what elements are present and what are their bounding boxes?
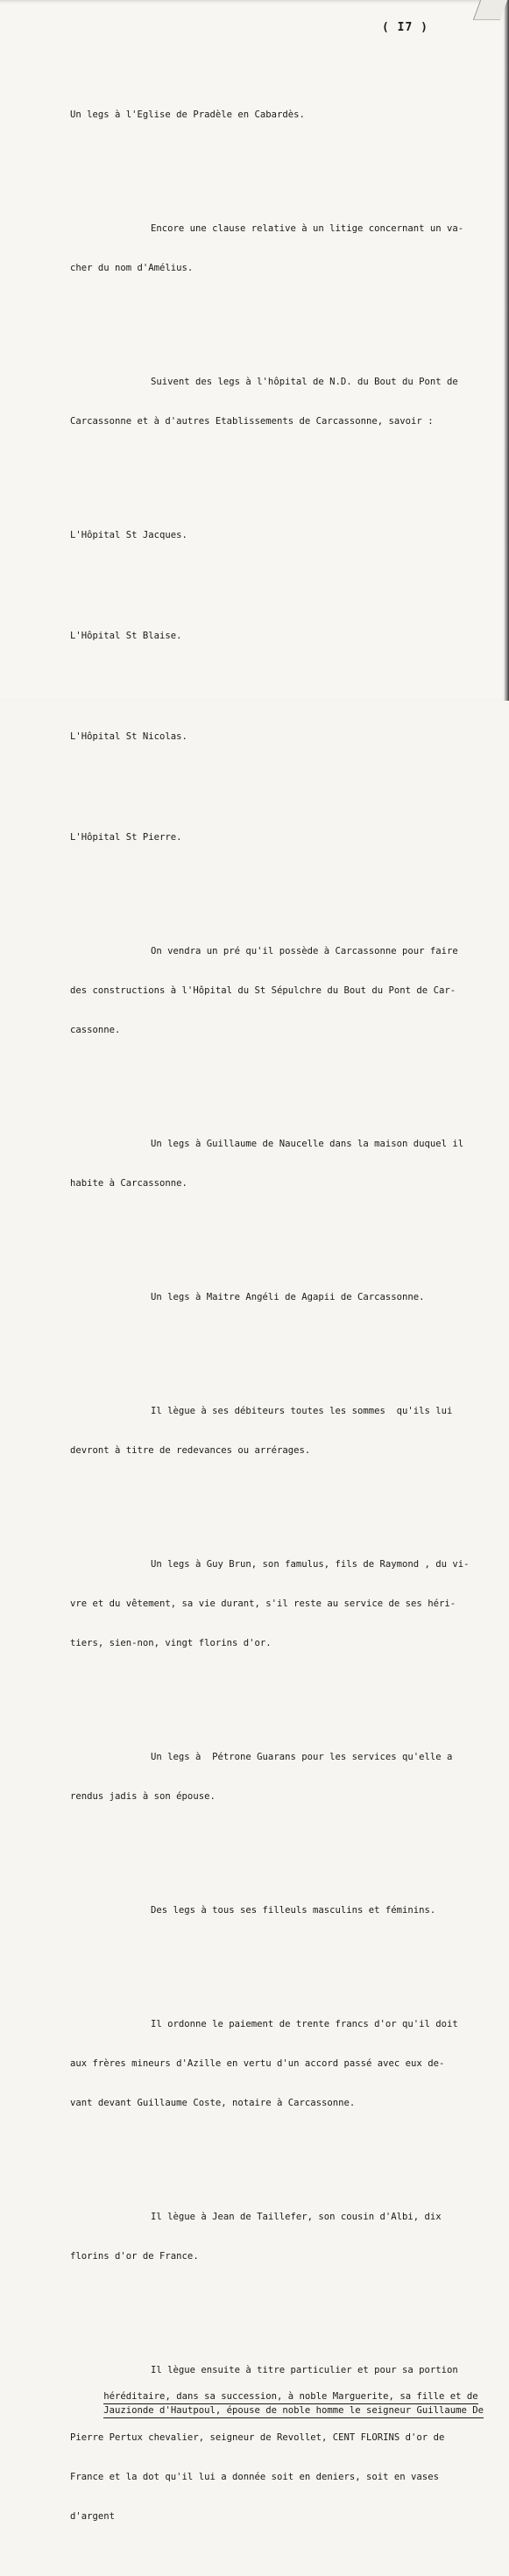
text-line: Il lègue à ses débiteurs toutes les sommes qu'ils lui bbox=[151, 1406, 453, 1416]
paragraph-5 bbox=[70, 603, 482, 669]
text-line: tiers, sien-non, vingt florins d'or. bbox=[70, 1638, 272, 1648]
text-line: Un legs à Guy Brun, son famulus, fils de Raymond , du vi- bbox=[151, 1559, 470, 1570]
text-line: L'Hôpital St Nicolas. bbox=[70, 731, 187, 742]
paragraph-17 bbox=[70, 2338, 482, 2550]
paragraph-15 bbox=[70, 1992, 482, 2136]
text-line: Un legs à Maitre Angéli de Agapii de Carcassonne. bbox=[151, 1292, 425, 1302]
text-line: L'Hôpital St Blaise. bbox=[70, 631, 182, 641]
page-edge-shadow bbox=[504, 0, 509, 701]
underlined-text-line: Jauzionde d'Hautpoul, épouse de noble homme le seigneur Guillaume De bbox=[103, 2404, 484, 2418]
text-line: On vendra un pré qu'il possède à Carcassonne pour faire bbox=[151, 946, 458, 956]
text-line: rendus jadis à son épouse. bbox=[70, 1791, 216, 1802]
page-number: ( I7 ) bbox=[382, 21, 428, 34]
paragraph-8 bbox=[70, 919, 482, 1063]
text-line: Un legs à Pétrone Guarans pour les services qu'elle a bbox=[151, 1752, 453, 1762]
paragraph-7 bbox=[70, 805, 482, 871]
text-line: Encore une clause relative à un litige concernant un va- bbox=[151, 223, 464, 234]
text-line: d'argent bbox=[70, 2511, 116, 2522]
paragraph-1 bbox=[70, 82, 482, 148]
paragraph-11 bbox=[70, 1379, 482, 1484]
text-line: Des legs à tous ses filleuls masculins et féminins. bbox=[151, 1905, 436, 1916]
paragraph-14 bbox=[70, 1878, 482, 1944]
text-line: cassonne. bbox=[70, 1025, 121, 1035]
text-line: habite à Carcassonne. bbox=[70, 1178, 187, 1189]
text-line: L'Hôpital St Pierre. bbox=[70, 832, 182, 843]
text-line: des constructions à l'Hôpital du St Sépulchre du Bout du Pont de Car- bbox=[70, 985, 456, 996]
text-line: vre et du vêtement, sa vie durant, s'il reste au service de ses héri- bbox=[70, 1599, 456, 1609]
paragraph-9 bbox=[70, 1112, 482, 1217]
text-line: Il lègue ensuite à titre particulier et pour sa portion bbox=[151, 2365, 458, 2375]
text-line: aux frères mineurs d'Azille en vertu d'un accord passé avec eux de- bbox=[70, 2058, 445, 2069]
text-line: Pierre Pertux chevalier, seigneur de Revollet, CENT FLORINS d'or de bbox=[70, 2432, 445, 2443]
text-line: devront à titre de redevances ou arrérages. bbox=[70, 1445, 311, 1456]
paragraph-6 bbox=[70, 704, 482, 770]
text-line: Un legs à l'Eglise de Pradèle en Cabardès. bbox=[70, 109, 305, 120]
text-line: Il ordonne le paiement de trente francs d'or qu'il doit bbox=[151, 2019, 458, 2029]
text-line: L'Hôpital St Jacques. bbox=[70, 530, 187, 540]
paragraph-12 bbox=[70, 1532, 482, 1676]
typed-text-body bbox=[70, 56, 482, 2576]
paragraph-16 bbox=[70, 2184, 482, 2290]
underlined-text-line: héréditaire, dans sa succession, à noble Marguerite, sa fille et de bbox=[103, 2390, 477, 2404]
paragraph-10 bbox=[70, 1265, 482, 1330]
paragraph-3 bbox=[70, 349, 482, 455]
text-line: cher du nom d'Amélius. bbox=[70, 263, 194, 273]
text-line: Un legs à Guillaume de Naucelle dans la maison duquel il bbox=[151, 1139, 464, 1149]
page-corner-fold bbox=[473, 0, 507, 20]
text-line: vant devant Guillaume Coste, notaire à Carcassonne. bbox=[70, 2098, 356, 2108]
paragraph-13 bbox=[70, 1725, 482, 1830]
text-line: France et la dot qu'il lui a donnée soit en deniers, soit en vases bbox=[70, 2472, 439, 2482]
text-line: Suivent des legs à l'hôpital de N.D. du Bout du Pont de bbox=[151, 377, 458, 387]
text-line: Carcassonne et à d'autres Etablissements de Carcassonne, savoir : bbox=[70, 416, 434, 427]
paragraph-4 bbox=[70, 503, 482, 568]
text-line: florins d'or de France. bbox=[70, 2251, 199, 2262]
paragraph-2 bbox=[70, 196, 482, 301]
text-line: Il lègue à Jean de Taillefer, son cousin d'Albi, dix bbox=[151, 2212, 442, 2222]
